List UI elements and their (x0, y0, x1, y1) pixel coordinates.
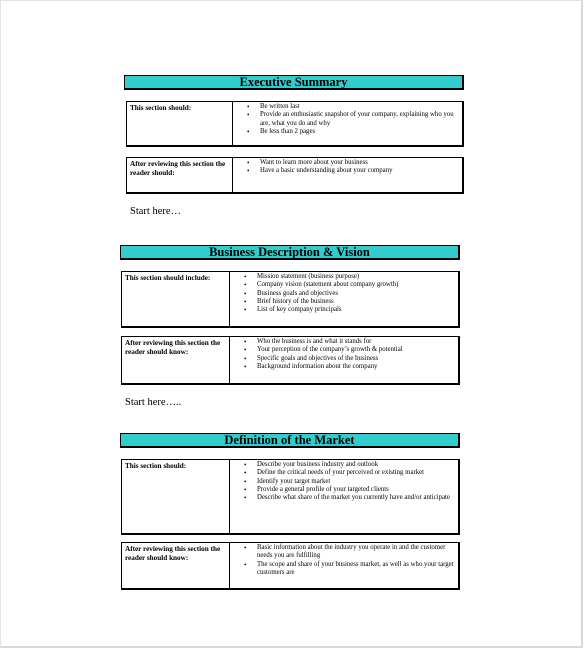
table-definition-market-should (121, 459, 460, 535)
list-item: • Describe your business industry and outlook (244, 461, 454, 469)
table-executive-summary-should (126, 101, 464, 147)
list-item: • Describe what share of the market you currently have and/or anticipate (244, 494, 454, 502)
should-label: This section should: (122, 460, 230, 533)
section-header-executive-summary: Executive Summary (124, 75, 464, 90)
should-label: This section should include: (122, 272, 230, 326)
list-item: • Provide a general profile of your targeted clients (244, 486, 454, 494)
list-item: • The scope and share of your business market, as well as who your target customers are (244, 561, 454, 578)
after-label: After reviewing this section the reader should know: (122, 337, 230, 383)
should-label: This section should: (127, 102, 233, 145)
list-item: • Want to learn more about your business (247, 159, 458, 167)
list-item: • Be less than 2 pages (247, 128, 458, 136)
list-item: • List of key company principals (244, 306, 454, 314)
list-item: • Your perception of the company’s growth & potential (244, 346, 454, 354)
after-list (233, 158, 462, 192)
list-item: • Basic information about the industry you operate in and the customer needs you are fulfilling (244, 544, 454, 561)
after-list (230, 543, 458, 588)
list-item: • Specific goals and objectives of the business (244, 355, 454, 363)
list-item: • Have a basic understanding about your company (247, 167, 458, 175)
section-header-business-description: Business Description & Vision (120, 245, 460, 260)
list-item: • Be written last (247, 103, 458, 111)
list-item: • Mission statement (business purpose) (244, 273, 454, 281)
table-executive-summary-after (126, 157, 464, 194)
start-here-text: Start here….. (125, 397, 182, 408)
section-header-definition-of-market: Definition of the Market (120, 433, 460, 448)
after-list (230, 337, 458, 383)
list-item: • Business goals and objectives (244, 290, 454, 298)
should-list (230, 460, 458, 533)
list-item: • Define the critical needs of your perceived or existing market (244, 469, 454, 477)
start-here-text: Start here… (130, 206, 182, 217)
list-item: • Brief history of the business (244, 298, 454, 306)
table-business-description-after (121, 336, 460, 385)
list-item: • Identify your target market (244, 478, 454, 486)
after-label: After reviewing this section the reader should: (127, 158, 233, 192)
list-item: • Background information about the company (244, 363, 454, 371)
table-definition-market-after (121, 542, 460, 590)
list-item: • Company vision (statement about company growth) (244, 281, 454, 289)
list-item: • Who the business is and what it stands for (244, 338, 454, 346)
after-label: After reviewing this section the reader should know: (122, 543, 230, 588)
table-business-description-should (121, 271, 460, 328)
list-item: • Provide an enthusiastic snapshot of your company, explaining who you are, what you do and why (247, 111, 458, 128)
should-list (233, 102, 462, 145)
should-list (230, 272, 458, 326)
